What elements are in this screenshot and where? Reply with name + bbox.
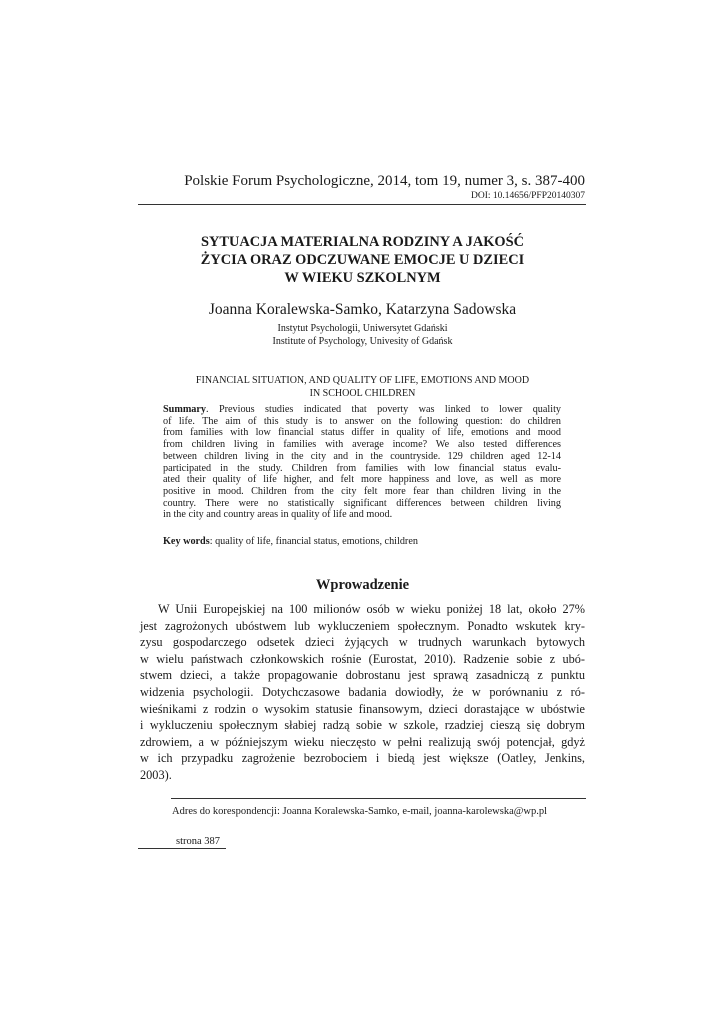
- english-title-line: FINANCIAL SITUATION, AND QUALITY OF LIFE, EMOTIONS AND MOOD: [195, 375, 530, 386]
- summary-label: Summary: [163, 404, 207, 415]
- page-number-rule: [138, 848, 226, 849]
- doi: DOI: 10.14656/PFP20140307: [470, 191, 585, 201]
- body-line: i wykluczeniu społecznym słabiej radzą sobie w szkole, rzadziej cieszą się dobrym: [140, 718, 585, 733]
- title-line: SYTUACJA MATERIALNA RODZINY A JAKOŚĆ: [200, 234, 525, 250]
- abstract-line: [163, 404, 561, 416]
- keywords: [163, 536, 418, 548]
- body-line: zdrowiem, a w późniejszym wieku nieczęsto w pełni realizują swój potencjał, gdyż: [140, 734, 585, 749]
- keywords-text: : quality of life, financial status, emotions, children: [209, 536, 418, 547]
- keywords-label: Key words: [163, 536, 210, 547]
- abstract-line: country. There were no statistically significant differences between children living: [163, 497, 561, 509]
- affiliation-en: Institute of Psychology, Univesity of Gdańsk: [272, 336, 453, 347]
- affiliations: [140, 322, 585, 348]
- english-title-line: IN SCHOOL CHILDREN: [309, 387, 416, 399]
- body-line: jest zagrożonych ubóstwem lub wykluczeniem społecznym. Ponadto wskutek kry-: [140, 618, 585, 633]
- body-line: widzenia psychologii. Dotychczasowe badania dowiodły, że w porównaniu z ró-: [140, 684, 585, 699]
- abstract-line: ated their quality of life higher, and felt more happiness and love, as well as more: [163, 474, 561, 486]
- abstract-line: participated in the study. Children from families with low financial status evalu-: [163, 462, 561, 474]
- abstract-line: from children living in families with average income? We also tested differences: [163, 439, 561, 451]
- affiliation-pl: Instytut Psychologii, Uniwersytet Gdański: [277, 323, 448, 334]
- footnote-rule: [171, 798, 586, 799]
- body-line: stwem dzieci, a także propagowanie dobrostanu jest sprawą zasadniczą z punktu: [140, 668, 585, 683]
- abstract-line: positive in mood. Children from the city felt more fear than children living in the: [163, 485, 561, 497]
- section-heading: Wprowadzenie: [315, 577, 410, 593]
- abstract-text: . Previous studies indicated that poverty was linked to lower quality: [206, 404, 561, 415]
- abstract-line: between children living in the city and in the countryside. 129 children aged 12-14: [163, 450, 561, 462]
- abstract-line: of life. The aim of this study is to answer on the following question: do children: [163, 415, 561, 427]
- correspondence-footnote: Adres do korespondencji: Joanna Koralewska-Samko, e-mail, joanna-karolewska@wp.pl: [172, 806, 548, 817]
- header-rule: [138, 204, 586, 205]
- title-line: ŻYCIA ORAZ ODCZUWANE EMOCJE U DZIECI: [200, 252, 525, 268]
- body-line: zysu gospodarczego odsetek dzieci żyjących w trudnych warunkach bytowych: [140, 635, 585, 650]
- page-number: strona 387: [176, 836, 221, 847]
- title-line: W WIEKU SZKOLNYM: [284, 270, 441, 286]
- body-line: 2003).: [140, 767, 172, 782]
- journal-citation: Polskie Forum Psychologiczne, 2014, tom 19, numer 3, s. 387-400: [184, 173, 585, 189]
- body-line: w ich przypadku zagrożenie bezrobociem i biedą jest większe (Oatley, Jenkins,: [140, 751, 585, 766]
- body-line: W Unii Europejskiej na 100 milionów osób w wieku poniżej 18 lat, około 27%: [158, 602, 585, 616]
- abstract-line: from families with low financial status differ in quality of life, emotions and mood: [163, 427, 561, 439]
- body-line: wieśnikami z rodzin o wysokim statusie finansowym, dzieci dorastające w ubóstwie: [140, 701, 585, 716]
- abstract-line: in the city and country areas in quality of life and mood.: [163, 509, 393, 521]
- body-line: w wielu państwach członkowskich rośnie (Eurostat, 2010). Radzenie sobie z ubó-: [140, 651, 585, 666]
- article-title: [140, 233, 585, 287]
- abstract: [163, 404, 561, 521]
- body-text: [140, 601, 585, 784]
- english-title: [165, 375, 560, 400]
- authors: Joanna Koralewska-Samko, Katarzyna Sadowska: [208, 301, 517, 318]
